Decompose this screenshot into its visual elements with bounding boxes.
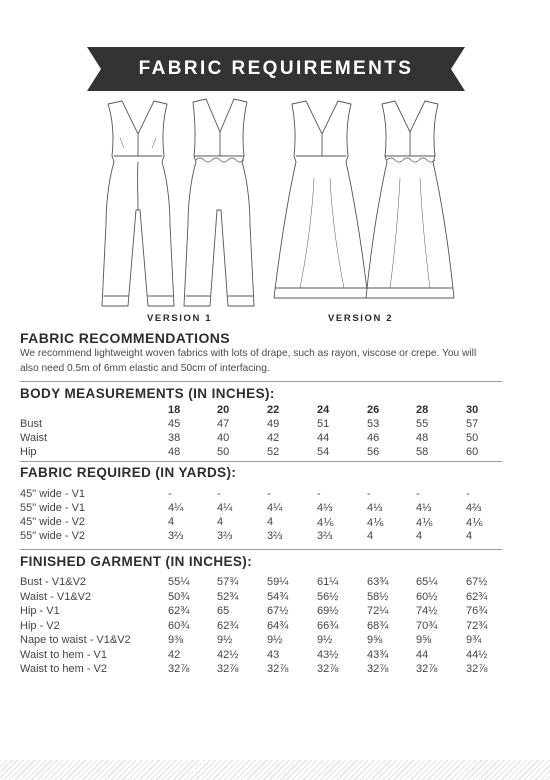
table-cell: 9⅝ bbox=[367, 634, 383, 646]
table-cell: 4⅓ bbox=[367, 502, 383, 514]
table-cell: - bbox=[466, 488, 470, 500]
table-row bbox=[20, 605, 502, 619]
table-cell: 32⅞ bbox=[317, 663, 339, 675]
table-cell: 58 bbox=[416, 446, 429, 458]
table-row bbox=[20, 649, 502, 663]
table-cell: 3⅔ bbox=[168, 530, 184, 542]
table-cell: 44½ bbox=[466, 648, 488, 661]
size-header-row bbox=[20, 404, 502, 418]
row-label: Waist bbox=[20, 432, 48, 444]
table-cell: - bbox=[267, 488, 271, 500]
table-cell: 65¼ bbox=[416, 576, 438, 588]
table-cell: 4⅓ bbox=[317, 502, 333, 514]
table-cell: 43½ bbox=[317, 648, 339, 661]
row-label: Nape to waist - V1&V2 bbox=[20, 634, 131, 646]
table-cell: 42½ bbox=[217, 648, 239, 661]
table-cell: 60½ bbox=[416, 590, 438, 603]
size-header: 20 bbox=[217, 404, 230, 416]
table-cell: 42 bbox=[267, 432, 280, 444]
table-cell: 72¾ bbox=[466, 619, 488, 632]
table-cell: 4⅙ bbox=[466, 517, 483, 529]
table-cell: 47 bbox=[217, 418, 230, 430]
table-row bbox=[20, 446, 502, 460]
table-cell: 9⅝ bbox=[416, 634, 432, 646]
table-cell: 57 bbox=[466, 418, 479, 430]
table-cell: 69½ bbox=[317, 605, 339, 617]
table-cell: 50¾ bbox=[168, 590, 190, 603]
table-cell: 52 bbox=[267, 446, 280, 458]
table-cell: 44 bbox=[317, 432, 330, 444]
title-banner bbox=[87, 47, 465, 91]
table-row bbox=[20, 576, 502, 590]
table-cell: 49 bbox=[267, 418, 280, 430]
table-cell: 62¾ bbox=[217, 619, 239, 632]
table-cell: 4⅓ bbox=[416, 502, 432, 514]
table-row bbox=[20, 488, 502, 502]
row-label: Waist to hem - V2 bbox=[20, 663, 108, 675]
table-cell: 3⅔ bbox=[267, 530, 283, 542]
table-cell: 60¾ bbox=[168, 619, 190, 632]
table-cell: 40 bbox=[217, 432, 230, 444]
jumpsuit-front-illustration bbox=[102, 101, 174, 306]
table-cell: 65 bbox=[217, 605, 230, 617]
size-header: 30 bbox=[466, 404, 479, 416]
table-cell: 67½ bbox=[267, 605, 289, 617]
table-cell: 4 bbox=[168, 516, 175, 528]
table-cell: 42 bbox=[168, 648, 181, 661]
table-cell: 56½ bbox=[317, 590, 339, 603]
table-cell: 32⅞ bbox=[217, 663, 239, 675]
table-cell: 76¾ bbox=[466, 605, 488, 617]
body-measurements-heading: BODY MEASUREMENTS (IN INCHES): bbox=[20, 386, 275, 401]
table-cell: 43¾ bbox=[367, 648, 389, 661]
table-cell: 51 bbox=[317, 418, 330, 430]
table-cell: 4⅙ bbox=[416, 517, 433, 529]
table-cell: 67½ bbox=[466, 576, 488, 588]
table-cell: - bbox=[217, 488, 221, 500]
table-row bbox=[20, 418, 502, 432]
jumpsuit-back-illustration bbox=[184, 99, 254, 306]
table-cell: 62¾ bbox=[168, 605, 190, 617]
row-label: 55" wide - V2 bbox=[20, 530, 86, 542]
table-cell: 4¼ bbox=[267, 502, 283, 514]
table-cell: 9½ bbox=[267, 634, 283, 646]
row-label: 45" wide - V1 bbox=[20, 488, 86, 500]
table-cell: 9⅜ bbox=[168, 634, 184, 646]
table-cell: 3⅔ bbox=[317, 530, 333, 542]
size-header: 22 bbox=[267, 404, 280, 416]
table-cell: 66¾ bbox=[317, 619, 339, 632]
table-cell: 60 bbox=[466, 446, 479, 458]
table-cell: 4 bbox=[416, 530, 423, 542]
table-cell: 52¾ bbox=[217, 590, 239, 603]
table-cell: 55 bbox=[416, 418, 429, 430]
table-cell: 56 bbox=[367, 446, 380, 458]
table-cell: 48 bbox=[416, 432, 429, 444]
table-cell: 54 bbox=[317, 446, 330, 458]
table-cell: - bbox=[168, 488, 172, 500]
size-header: 24 bbox=[317, 404, 330, 416]
table-cell: 61¼ bbox=[317, 576, 339, 588]
footer-stripe-band bbox=[0, 760, 550, 780]
table-cell: 74½ bbox=[416, 605, 438, 617]
table-cell: 68¾ bbox=[367, 619, 389, 632]
table-cell: 44 bbox=[416, 648, 429, 661]
table-cell: 50 bbox=[466, 432, 479, 444]
table-cell: 70¾ bbox=[416, 619, 438, 632]
table-cell: - bbox=[367, 488, 371, 500]
size-header: 28 bbox=[416, 404, 429, 416]
row-label: Bust - V1&V2 bbox=[20, 576, 87, 588]
row-label: 55" wide - V1 bbox=[20, 502, 86, 514]
row-label: Hip - V2 bbox=[20, 619, 60, 632]
dress-front-illustration bbox=[274, 101, 368, 298]
table-row bbox=[20, 432, 502, 446]
table-cell: 48 bbox=[168, 446, 181, 458]
table-cell: 55¼ bbox=[168, 576, 190, 588]
table-row bbox=[20, 663, 502, 677]
table-cell: 45 bbox=[168, 418, 181, 430]
row-label: Bust bbox=[20, 418, 43, 430]
table-cell: 59¼ bbox=[267, 576, 289, 588]
table-row bbox=[20, 530, 502, 544]
row-label: 45" wide - V2 bbox=[20, 516, 86, 528]
table-cell: 57¾ bbox=[217, 576, 239, 588]
row-label: Waist to hem - V1 bbox=[20, 648, 108, 661]
dress-back-illustration bbox=[366, 101, 454, 298]
table-cell: 63¾ bbox=[367, 576, 389, 588]
version-1-label: VERSION 1 bbox=[147, 313, 213, 324]
version-2-label: VERSION 2 bbox=[328, 313, 394, 324]
finished-garment-heading: FINISHED GARMENT (IN INCHES): bbox=[20, 554, 253, 569]
table-cell: 32⅞ bbox=[367, 663, 389, 675]
table-cell: 38 bbox=[168, 432, 181, 444]
table-cell: 32⅞ bbox=[168, 663, 190, 675]
row-label: Hip bbox=[20, 446, 37, 458]
page-title: FABRIC REQUIREMENTS bbox=[138, 58, 414, 79]
size-header: 18 bbox=[168, 404, 181, 416]
table-cell: 62¾ bbox=[466, 590, 488, 603]
table-cell: 3⅔ bbox=[217, 530, 233, 542]
table-cell: 9¾ bbox=[466, 634, 482, 646]
table-cell: - bbox=[317, 488, 321, 500]
table-cell: 54¾ bbox=[267, 590, 289, 603]
table-cell: 4 bbox=[267, 516, 274, 528]
recommendations-line-1: We recommend lightweight woven fabrics with lots of drape, such as rayon, viscose or crepe. You will bbox=[20, 348, 477, 359]
divider bbox=[20, 381, 502, 382]
table-row bbox=[20, 502, 502, 516]
table-cell: 50 bbox=[217, 446, 230, 458]
table-cell: 46 bbox=[367, 432, 380, 444]
recommendations-line-2: also need 0.5m of 6mm elastic and 50cm of interfacing. bbox=[20, 363, 270, 374]
fabric-required-heading: FABRIC REQUIRED (IN YARDS): bbox=[20, 465, 237, 480]
table-cell: 72¼ bbox=[367, 605, 389, 617]
row-label: Hip - V1 bbox=[20, 605, 60, 617]
table-cell: 4 bbox=[217, 516, 224, 528]
row-label: Waist - V1&V2 bbox=[20, 590, 92, 603]
table-cell: 32⅞ bbox=[416, 663, 438, 675]
divider bbox=[20, 461, 502, 462]
table-cell: 4⅙ bbox=[367, 517, 384, 529]
fabric-recommendations-text bbox=[20, 346, 530, 376]
table-row bbox=[20, 591, 502, 605]
table-cell: 9½ bbox=[317, 634, 333, 646]
table-cell: 32⅞ bbox=[466, 663, 488, 675]
table-cell: 4⅙ bbox=[317, 517, 334, 529]
table-cell: 4¼ bbox=[217, 502, 233, 514]
table-cell: 9½ bbox=[217, 634, 233, 646]
garment-illustrations bbox=[100, 98, 470, 313]
table-cell: - bbox=[416, 488, 420, 500]
table-cell: 43 bbox=[267, 648, 280, 661]
table-cell: 32⅞ bbox=[267, 663, 289, 675]
table-cell: 4¼ bbox=[168, 502, 184, 514]
size-header: 26 bbox=[367, 404, 380, 416]
table-cell: 4⅔ bbox=[466, 502, 482, 514]
table-cell: 53 bbox=[367, 418, 380, 430]
table-row bbox=[20, 620, 502, 634]
table-cell: 64¾ bbox=[267, 619, 289, 632]
table-row bbox=[20, 516, 502, 530]
table-cell: 4 bbox=[466, 530, 473, 542]
fabric-recommendations-heading: FABRIC RECOMMENDATIONS bbox=[20, 330, 230, 346]
table-cell: 58½ bbox=[367, 590, 389, 603]
divider bbox=[20, 549, 502, 550]
table-row bbox=[20, 634, 502, 648]
table-cell: 4 bbox=[367, 530, 374, 542]
